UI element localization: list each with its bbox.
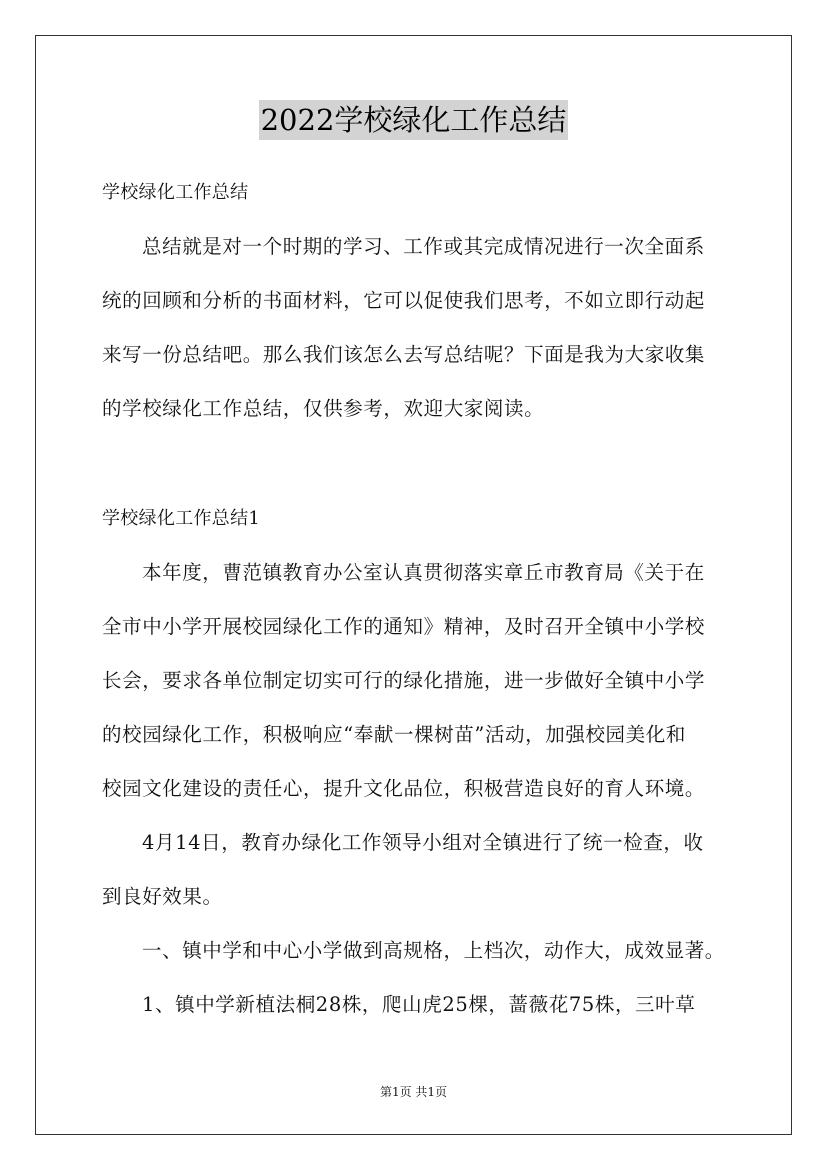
intro-line-4: 的学校绿化工作总结，仅供参考，欢迎大家阅读。 [102, 397, 545, 420]
title-container [0, 100, 827, 140]
paragraph2-line-1: 4月14日，教育办绿化工作领导小组对全镇进行了统一检查，收 [142, 831, 704, 854]
paragraph1-line-1: 本年度，曹范镇教育办公室认真贯彻落实章丘市教育局《关于在 [142, 561, 705, 584]
document-title: 2022学校绿化工作总结 [259, 100, 569, 140]
intro-line-1: 总结就是对一个时期的学习、工作或其完成情况进行一次全面系 [142, 235, 705, 258]
paragraph1-line-2: 全市中小学开展校园绿化工作的通知》精神，及时召开全镇中小学校 [102, 615, 706, 638]
page-footer: 第1页 共1页 [379, 1085, 448, 1099]
paragraph3: 一、镇中学和中心小学做到高规格，上档次，动作大，成效显著。 [142, 939, 725, 962]
intro-line-3: 来写一份总结吧。那么我们该怎么去写总结呢？下面是我为大家收集 [102, 343, 706, 366]
paragraph2-line-2: 到良好效果。 [102, 885, 223, 908]
paragraph1-line-5: 校园文化建设的责任心，提升文化品位，积极营造良好的育人环境。 [102, 777, 706, 800]
paragraph4: 1、镇中学新植法桐28株，爬山虎25棵，蔷薇花75株，三叶草 [142, 993, 696, 1016]
paragraph1-line-4: 的校园绿化工作，积极响应“奉献一棵树苗”活动，加强校园美化和 [102, 723, 686, 746]
intro-line-2: 统的回顾和分析的书面材料，它可以促使我们思考，不如立即行动起 [102, 289, 706, 312]
section-heading: 学校绿化工作总结1 [102, 508, 261, 529]
paragraph1-line-3: 长会，要求各单位制定切实可行的绿化措施，进一步做好全镇中小学 [102, 669, 706, 692]
document-subtitle: 学校绿化工作总结 [102, 182, 249, 203]
